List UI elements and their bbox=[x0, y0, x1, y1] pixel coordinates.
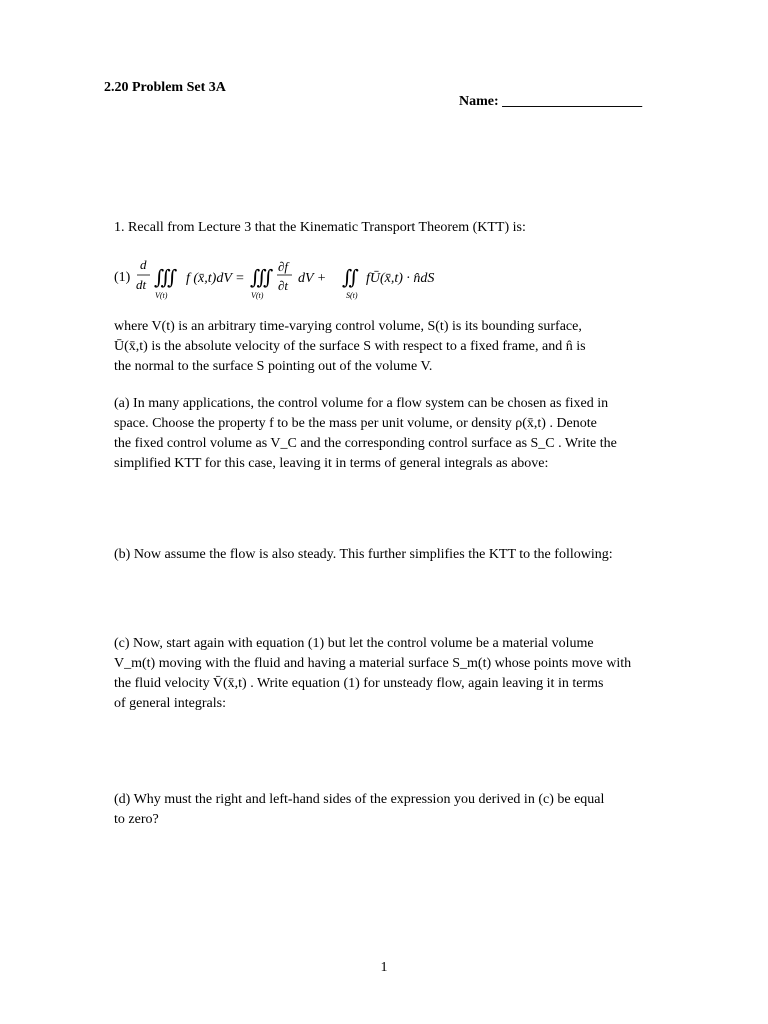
rhs1-tail: dV + bbox=[298, 271, 327, 286]
lhs-integrand: f (x̄,t)dV = bbox=[186, 271, 245, 286]
part-c-line-4: of general integrals: bbox=[114, 696, 226, 711]
rhs2-integrand: fŪ(x̄,t) · n̂dS bbox=[366, 271, 435, 286]
part-d-paragraph bbox=[114, 790, 654, 830]
problem-set-title: 2.20 Problem Set 3A bbox=[104, 80, 226, 95]
rhs2-domain: S(t) bbox=[346, 291, 358, 300]
part-c-line-3: the fluid velocity V̄(x̄,t) . Write equation (1) for unsteady flow, again leaving it in terms bbox=[114, 676, 604, 691]
rhs1-numerator: ∂f bbox=[278, 259, 289, 274]
where-line-3: the normal to the surface S pointing out of the volume V. bbox=[114, 359, 433, 374]
part-c-paragraph bbox=[114, 634, 654, 714]
where-paragraph bbox=[114, 317, 654, 377]
equation-lhs-dt: dt bbox=[136, 277, 147, 292]
ktt-equation bbox=[114, 252, 534, 302]
problem-1-intro: 1. Recall from Lecture 3 that the Kinematic Transport Theorem (KTT) is: bbox=[114, 220, 526, 235]
rhs1-domain: V(t) bbox=[251, 291, 264, 300]
equation-lhs-d: d bbox=[140, 257, 147, 272]
where-line-1: where V(t) is an arbitrary time-varying control volume, S(t) is its bounding surface, bbox=[114, 319, 582, 334]
part-a-line-2: space. Choose the property f to be the mass per unit volume, or density ρ(x̄,t) . Denote bbox=[114, 416, 597, 431]
where-line-2: Ū(x̄,t) is the absolute velocity of the surface S with respect to a fixed frame, and n̂ is bbox=[114, 339, 586, 354]
part-d-line-1: (d) Why must the right and left-hand sides of the expression you derived in (c) be equal bbox=[114, 792, 605, 807]
lhs-triple-integral: ∭ bbox=[154, 267, 178, 289]
part-a-line-1: (a) In many applications, the control volume for a flow system can be chosen as fixed in bbox=[114, 396, 609, 411]
part-a-line-3: the fixed control volume as V_C and the corresponding control surface as S_C . Write the bbox=[114, 436, 617, 451]
page-number: 1 bbox=[380, 960, 388, 975]
part-a-paragraph bbox=[114, 394, 654, 474]
part-c-line-2: V_m(t) moving with the fluid and having a material surface S_m(t) whose points move with bbox=[114, 656, 632, 671]
rhs2-double-integral: ∬ bbox=[342, 267, 360, 289]
lhs-domain: V(t) bbox=[155, 291, 168, 300]
rhs1-triple-integral: ∭ bbox=[250, 267, 274, 289]
part-c-line-1: (c) Now, start again with equation (1) but let the control volume be a material volume bbox=[114, 636, 594, 651]
equation-number: (1) bbox=[114, 270, 131, 285]
part-b-paragraph: (b) Now assume the flow is also steady. This further simplifies the KTT to the following: bbox=[114, 547, 613, 562]
part-a-line-4: simplified KTT for this case, leaving it in terms of general integrals as above: bbox=[114, 456, 549, 471]
rhs1-denominator: ∂t bbox=[278, 278, 289, 293]
name-field-label: Name: ____________________ bbox=[459, 94, 643, 109]
ktt-equation-svg bbox=[114, 252, 534, 302]
part-d-line-2: to zero? bbox=[114, 812, 159, 827]
